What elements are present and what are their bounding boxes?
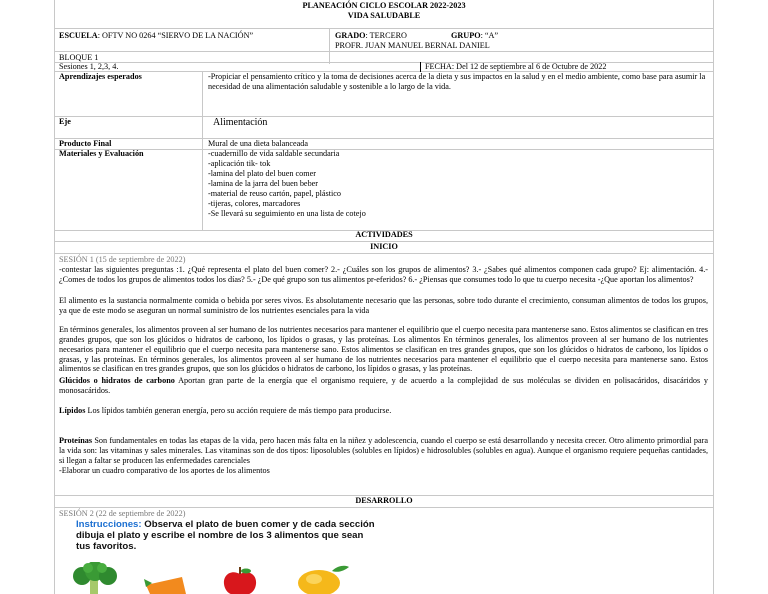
divider: [54, 116, 714, 117]
glucidos-paragraph: [59, 376, 708, 396]
lipidos-paragraph: [59, 406, 708, 416]
list-item: -tijeras, colores, marcadores: [208, 199, 301, 208]
proteinas-paragraph: [59, 436, 708, 466]
producto-label: Producto Final: [59, 139, 112, 148]
mango-icon: [294, 563, 350, 594]
school-label: ESCUELA: [59, 31, 98, 40]
materiales-label: Materiales y Evaluación: [59, 149, 144, 158]
divider: [54, 149, 714, 150]
apple-icon: [221, 567, 259, 594]
eje-value: Alimentación: [213, 117, 268, 128]
actividades-heading: ACTIVIDADES: [355, 230, 413, 239]
grado-field: [335, 31, 407, 41]
glucidos-label: Glúcidos o hidratos de carbono: [59, 376, 175, 385]
sesion1-questions: -contestar las siguientes preguntas :1. ¿Qué representa el plato del buen comer? 2.- ¿Cuáles son los grupos de alimentos? 3.- ¿Sabes qué alimentos componen cada grupo? Ej: alimentación. 4.- ¿Comes de todos los grupos de alimentos todos los días? 5.- ¿De qué grupo son tus alimentos pr-eferidos? 6.- ¿Piensas que consumes todo lo que tu cuerpo necesita -¿Que aportan los alimentos?: [59, 265, 708, 284]
eje-label: Eje: [59, 117, 71, 126]
carrot-icon: [142, 575, 188, 594]
divider: [329, 28, 330, 64]
divider: [54, 28, 714, 29]
aprendizajes-text: -Propiciar el pensamiento crítico y la toma de decisiones acerca de la dieta y sus impactos en la salud y en el medio ambiente, como base para asumir la necesidad de una alimentación saludable y sostenible a lo largo de la vida.: [208, 72, 706, 91]
lipidos-text: Los lípidos también generan energía, pero su acción requiere de más tiempo para producirse.: [85, 406, 392, 415]
grupo-label: GRUPO: [451, 31, 481, 40]
desarrollo-heading: DESARROLLO: [355, 496, 413, 505]
broccoli-icon: [68, 562, 122, 594]
grado-value: : TERCERO: [365, 31, 407, 40]
divider: [54, 62, 714, 63]
instructions-text: Observa el plato de buen comer y de cada sección dibuja el plato y escribe el nombre de los 3 alimentos que sean tus favoritos.: [76, 519, 375, 553]
sesion1-task: -Elaborar un cuadro comparativo de los aportes de los alimentos: [59, 466, 270, 475]
list-item: -material de reuso cartón, papel, plástico: [208, 189, 341, 198]
grupo-value: : “A”: [480, 31, 499, 40]
school-value: : OFTV NO 0264 “SIERVO DE LA NACIÓN”: [97, 31, 254, 40]
divider: [54, 507, 714, 508]
aprendizajes-label: Aprendizajes esperados: [59, 72, 142, 81]
list-item: -aplicación tik- tok: [208, 159, 271, 168]
sesion1-label: SESIÓN 1 (15 de septiembre de 2022): [59, 255, 186, 264]
page-subtitle: VIDA SALUDABLE: [347, 11, 421, 20]
divider: [54, 138, 714, 139]
grupo-field: [451, 31, 498, 41]
teacher-name: PROFR. JUAN MANUEL BERNAL DANIEL: [335, 41, 490, 50]
glucidos-text: Aportan gran parte de la energía que el organismo requiere, y de acuerdo a la complejidad de sus moléculas se dividen en polisacáridos, disacáridos y monosacáridos.: [59, 376, 708, 395]
proteinas-text: Son fundamentales en todas las etapas de la vida, pero hacen más falta en la niñez y adolescencia, cuando el cuerpo se está desarrollando y necesita crecer. Otro alimento primordial para la vida son: las vitaminas y sales minerales. Las vitaminas son de dos tipos: liposolubles (solubles en lípidos) e hidrosolubles (solubles en agua). Aunque el organismo requiere pequeñas cantidades, si llegan a faltar se producen las enfermedades carenciales: [59, 436, 708, 465]
list-item: -Se llevará su seguimiento en una lista de cotejo: [208, 209, 366, 218]
materiales-list: [208, 149, 366, 219]
fecha: FECHA: Del 12 de septiembre al 6 de Octubre de 2022: [420, 62, 606, 72]
school-field: [59, 31, 253, 41]
list-item: -cuadernillo de vida saldable secundaria: [208, 149, 340, 158]
instructions: [76, 519, 376, 553]
divider: [202, 71, 203, 230]
lipidos-label: Lípidos: [59, 406, 86, 415]
sesion1-paragraph: El alimento es la sustancia normalmente comida o bebida por seres vivos. Es absolutamente necesario que las personas, sobre todo durante el crecimiento, consuman alimentos de todos los grupos, ya que de este modo se aseguran un normal suministro de los nutrientes esenciales para la vida: [59, 296, 708, 315]
instructions-label: Instrucciones:: [76, 519, 142, 530]
planning-document: [54, 0, 714, 594]
bloque: BLOQUE 1: [59, 53, 99, 62]
proteinas-label: Proteínas: [59, 436, 93, 445]
sesiones: Sesiones 1, 2,3, 4.: [59, 62, 119, 71]
divider: [54, 253, 714, 254]
sesion1-paragraph: En términos generales, los alimentos proveen al ser humano de los nutrientes necesarios para mantener el equilibrio que el cuerpo necesita para mantenerse sano. Estos alimentos se clasifican en tres grandes grupos, que son los glúcidos o hidratos de carbono, los lípidos o grasas, y las proteínas. Los alimentos En términos generales, los alimentos proveen al ser humano de los nutrientes necesarios para mantener el equilibrio que el cuerpo necesita para mantenerse sano. Estos alimentos se clasifican en tres grandes grupos, que son los glúcidos o hidratos de carbono, los lípidos o grasas, y las proteínas. En términos generales, los alimentos proveen al ser humano de los nutrientes necesarios para mantener el equilibrio que el cuerpo necesita para mantenerse sano. Estos alimentos se clasifican en tres grandes grupos, que son los glúcidos o hidratos de carbono, los lípidos o grasas, y las proteínas.: [59, 325, 708, 374]
page-title: PLANEACIÓN CICLO ESCOLAR 2022-2023: [302, 1, 466, 10]
producto-value: Mural de una dieta balanceada: [208, 139, 309, 148]
divider: [54, 51, 714, 52]
sesion2-label: SESIÓN 2 (22 de septiembre de 2022): [59, 509, 186, 518]
grado-label: GRADO: [335, 31, 366, 40]
inicio-heading: INICIO: [370, 242, 398, 251]
list-item: -lamina del plato del buen comer: [208, 169, 316, 178]
list-item: -lamina de la jarra del buen beber: [208, 179, 319, 188]
